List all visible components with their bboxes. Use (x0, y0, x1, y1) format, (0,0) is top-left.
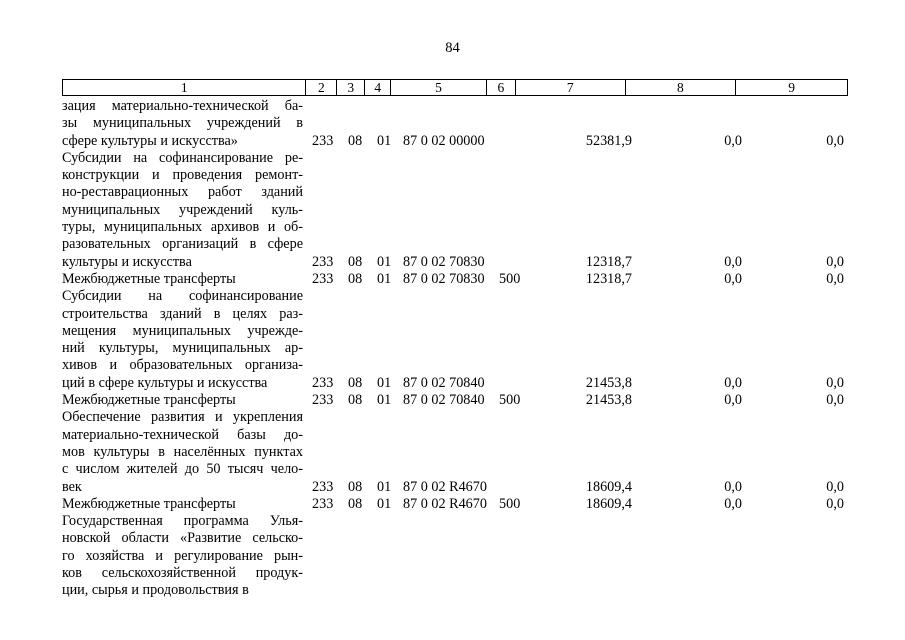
description-line: строительства зданий в целях раз- (62, 305, 303, 322)
description-line: век (62, 478, 82, 495)
row-values (62, 133, 848, 150)
header-col-1: 1 (63, 80, 306, 95)
header-col-3: 3 (337, 80, 365, 95)
cell-grbs: 233 (312, 374, 334, 391)
header-col-4: 4 (365, 80, 391, 95)
cell-amount-1: 12318,7 (585, 270, 632, 287)
cell-expense-type: 500 (499, 392, 521, 409)
row-values (62, 496, 848, 513)
description-line: Государственная программа Улья- (62, 513, 303, 530)
cell-amount-2: 0,0 (724, 132, 742, 149)
cell-target-article: 87 0 02 70840 (403, 374, 485, 391)
cell-amount-2: 0,0 (724, 270, 742, 287)
description-line: сфере культуры и искусства» (62, 132, 238, 149)
cell-amount-3: 0,0 (826, 374, 844, 391)
description-line: туры, муниципальных архивов и об- (62, 219, 303, 236)
cell-target-article: 87 0 02 70830 (403, 270, 485, 287)
table-row (62, 409, 848, 495)
cell-grbs: 233 (312, 270, 334, 287)
description-line: новской области «Развитие сельско- (62, 530, 303, 547)
cell-subsection: 01 (377, 374, 392, 391)
cell-target-article: 87 0 02 70830 (403, 253, 485, 270)
cell-amount-1: 52381,9 (585, 132, 632, 149)
description-line: но-реставрационных работ зданий (62, 184, 303, 201)
cell-amount-2: 0,0 (724, 392, 742, 409)
cell-target-article: 87 0 02 70840 (403, 392, 485, 409)
cell-grbs: 233 (312, 495, 334, 512)
description-line: Межбюджетные трансферты (62, 270, 236, 287)
row-values (62, 392, 848, 409)
description-line: ний культуры, муниципальных ар- (62, 340, 303, 357)
cell-target-article: 87 0 02 R4670 (403, 478, 487, 495)
cell-amount-1: 18609,4 (585, 478, 632, 495)
description-line: мещения муниципальных учрежде- (62, 322, 303, 339)
description-line: хивов и образовательных организа- (62, 357, 303, 374)
table-row (62, 98, 848, 150)
table-row (62, 513, 848, 599)
description-line: Межбюджетные трансферты (62, 392, 236, 409)
header-col-9: 9 (788, 80, 796, 95)
cell-grbs: 233 (312, 132, 334, 149)
row-values (62, 271, 848, 288)
cell-subsection: 01 (377, 132, 392, 149)
description-line: конструкции и проведения ремонт- (62, 167, 303, 184)
header-col-7: 7 (516, 80, 626, 95)
row-values (62, 479, 848, 496)
header-col-2: 2 (306, 80, 337, 95)
cell-subsection: 01 (377, 495, 392, 512)
description-line: зация материально-технической ба- (62, 98, 303, 114)
cell-section: 08 (348, 270, 363, 287)
cell-section: 08 (348, 478, 363, 495)
header-col-5: 5 (391, 80, 487, 95)
cell-section: 08 (348, 374, 363, 391)
description-line: Субсидии на софинансирование (62, 288, 303, 305)
cell-amount-3: 0,0 (826, 478, 844, 495)
row-values (62, 375, 848, 392)
cell-amount-2: 0,0 (724, 478, 742, 495)
cell-target-article: 87 0 02 R4670 (403, 495, 487, 512)
description-line: муниципальных учреждений куль- (62, 201, 303, 218)
description-line: ций в сфере культуры и искусства (62, 374, 268, 391)
cell-section: 08 (348, 495, 363, 512)
cell-amount-1: 21453,8 (585, 392, 632, 409)
cell-amount-2: 0,0 (724, 253, 742, 270)
header-col-8: 8 (626, 80, 737, 95)
table-body (62, 98, 848, 600)
cell-subsection: 01 (377, 392, 392, 409)
cell-amount-3: 0,0 (826, 392, 844, 409)
description-line: Межбюджетные трансферты (62, 495, 236, 512)
table-row (62, 496, 848, 513)
table-row (62, 150, 848, 271)
description-line: Субсидии на софинансирование ре- (62, 149, 303, 166)
cell-target-article: 87 0 02 00000 (403, 132, 485, 149)
description-line: разовательных организаций в сфере (62, 236, 303, 253)
row-values (62, 582, 848, 599)
cell-amount-2: 0,0 (724, 374, 742, 391)
description-line: мов культуры в населённых пунктах (62, 443, 303, 460)
table-header (62, 79, 848, 96)
table-row (62, 271, 848, 288)
table-row (62, 392, 848, 409)
cell-section: 08 (348, 253, 363, 270)
description-line: го хозяйства и регулирование рын- (62, 547, 303, 564)
cell-amount-1: 21453,8 (585, 374, 632, 391)
description-line: с числом жителей до 50 тысяч чело- (62, 461, 303, 478)
cell-expense-type: 500 (499, 270, 521, 287)
cell-grbs: 233 (312, 253, 334, 270)
page-number: 84 (445, 40, 460, 56)
cell-grbs: 233 (312, 392, 334, 409)
cell-subsection: 01 (377, 270, 392, 287)
row-values (62, 254, 848, 271)
description-line: зы муниципальных учреждений в (62, 115, 303, 132)
description-line: ции, сырья и продовольствия в (62, 582, 249, 599)
cell-subsection: 01 (377, 253, 392, 270)
table-row (62, 288, 848, 392)
cell-amount-3: 0,0 (826, 132, 844, 149)
description-line: ков сельскохозяйственной продук- (62, 565, 303, 582)
cell-amount-2: 0,0 (724, 495, 742, 512)
cell-section: 08 (348, 132, 363, 149)
cell-section: 08 (348, 392, 363, 409)
description-line: Обеспечение развития и укрепления (62, 409, 303, 426)
header-col-6: 6 (487, 80, 516, 95)
cell-amount-3: 0,0 (826, 495, 844, 512)
cell-amount-3: 0,0 (826, 253, 844, 270)
cell-expense-type: 500 (499, 495, 521, 512)
cell-amount-1: 18609,4 (585, 495, 632, 512)
cell-grbs: 233 (312, 478, 334, 495)
cell-amount-3: 0,0 (826, 270, 844, 287)
cell-subsection: 01 (377, 478, 392, 495)
description-line: культуры и искусства (62, 253, 192, 270)
description-line: материально-технической базы до- (62, 426, 303, 443)
cell-amount-1: 12318,7 (585, 253, 632, 270)
